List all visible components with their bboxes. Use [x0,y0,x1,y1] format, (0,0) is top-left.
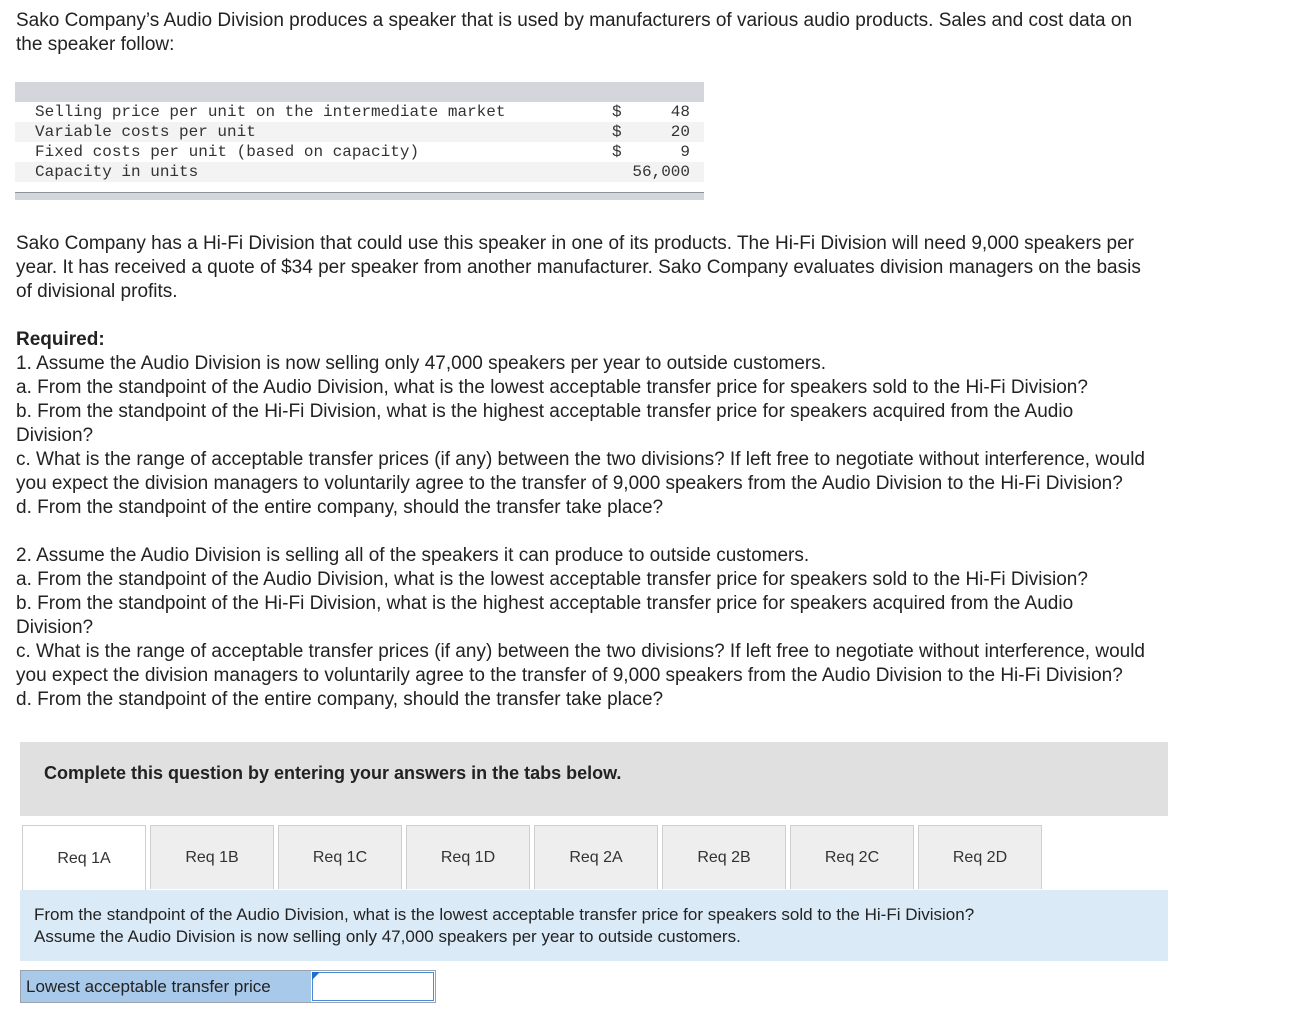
required-line: Division? [16,617,94,638]
table-header-bar [15,82,704,102]
question-panel [20,890,1168,961]
required-line: a. From the standpoint of the Audio Division, what is the lowest acceptable transfer price for speakers sold to the Hi-Fi Division? [16,377,1088,398]
required-line: 2. Assume the Audio Division is selling all of the speakers it can produce to outside customers. [16,545,810,566]
tab-req-2a[interactable] [534,825,658,889]
tab-req-1d[interactable] [406,825,530,889]
question-text [34,904,1154,948]
hifi-line: year. It has received a quote of $34 per speaker from another manufacturer. Sako Company evaluates division managers on the basis [16,257,1141,278]
tab-label: Req 1C [312,848,368,866]
row-value: 48 [670,103,690,121]
row-label: Fixed costs per unit (based on capacity) [35,143,420,161]
required-part2 [16,544,1288,712]
tab-label: Req 1B [185,848,239,866]
required-line: d. From the standpoint of the entire company, should the transfer take place? [16,497,664,518]
tab-label: Req 2D [952,848,1008,866]
row-value: 56,000 [632,163,690,181]
required-line: c. What is the range of acceptable transfer prices (if any) between the two divisions? If left free to negotiate without interference, would [16,641,1145,662]
row-currency: $ [612,123,622,141]
required-line: c. What is the range of acceptable transfer prices (if any) between the two divisions? If left free to negotiate without interference, would [16,449,1145,470]
required-line: b. From the standpoint of the Hi-Fi Division, what is the highest acceptable transfer price for speakers acquired from the Audio [16,401,1074,422]
table-footer-bar [15,192,704,200]
row-currency: $ [612,143,622,161]
tab-label: Req 2A [569,848,623,866]
tab-label: Req 2C [824,848,880,866]
row-label: Capacity in units [35,163,199,181]
required-line: b. From the standpoint of the Hi-Fi Division, what is the highest acceptable transfer price for speakers acquired from the Audio [16,593,1074,614]
tab-req-2c[interactable] [790,825,914,889]
required-section [16,328,1288,520]
tab-label: Req 1A [57,849,111,867]
tab-req-1a[interactable] [22,825,146,891]
row-value: 20 [670,123,690,141]
tab-label: Req 1D [440,848,496,866]
transfer-price-input[interactable] [312,972,434,1001]
intro-paragraph [16,9,1288,57]
row-label: Selling price per unit on the intermediate market [35,103,506,121]
tab-req-2d[interactable] [918,825,1042,889]
cost-data-table [15,82,704,200]
row-label: Variable costs per unit [35,123,256,141]
intro-line: the speaker follow: [16,34,175,55]
required-line: you expect the division managers to voluntarily agree to the transfer of 9,000 speakers from the Audio Division to the Hi-Fi Division? [16,665,1123,686]
hifi-line: Sako Company has a Hi-Fi Division that could use this speaker in one of its products. The Hi-Fi Division will need 9,000 speakers per [16,233,1135,254]
required-heading: Required: [16,329,105,350]
required-line: Division? [16,425,94,446]
table-row [15,102,704,122]
answer-label: Lowest acceptable transfer price [21,971,311,1002]
required-line: a. From the standpoint of the Audio Division, what is the lowest acceptable transfer price for speakers sold to the Hi-Fi Division? [16,569,1088,590]
question-line: From the standpoint of the Audio Division, what is the lowest acceptable transfer price for speakers sold to the Hi-Fi Division? [34,905,975,924]
answer-row [20,970,436,1003]
row-value: 9 [680,143,690,161]
required-line: you expect the division managers to voluntarily agree to the transfer of 9,000 speakers from the Audio Division to the Hi-Fi Division? [16,473,1123,494]
hifi-paragraph [16,232,1288,304]
tab-label: Req 2B [697,848,751,866]
required-line: 1. Assume the Audio Division is now selling only 47,000 speakers per year to outside customers. [16,353,827,374]
tab-req-2b[interactable] [662,825,786,889]
table-row [15,162,704,182]
instructions-text: Complete this question by entering your answers in the tabs below. [44,763,622,783]
instructions-banner [20,742,1168,816]
required-line: d. From the standpoint of the entire company, should the transfer take place? [16,689,664,710]
tab-req-1b[interactable] [150,825,274,889]
tab-req-1c[interactable] [278,825,402,889]
hifi-line: of divisional profits. [16,281,178,302]
table-row [15,142,704,162]
question-line: Assume the Audio Division is now selling only 47,000 speakers per year to outside customers. [34,927,741,946]
intro-line: Sako Company’s Audio Division produces a speaker that is used by manufacturers of various audio products. Sales and cost data on [16,10,1133,31]
table-row [15,122,704,142]
row-currency: $ [612,103,622,121]
input-marker-icon [312,972,320,980]
